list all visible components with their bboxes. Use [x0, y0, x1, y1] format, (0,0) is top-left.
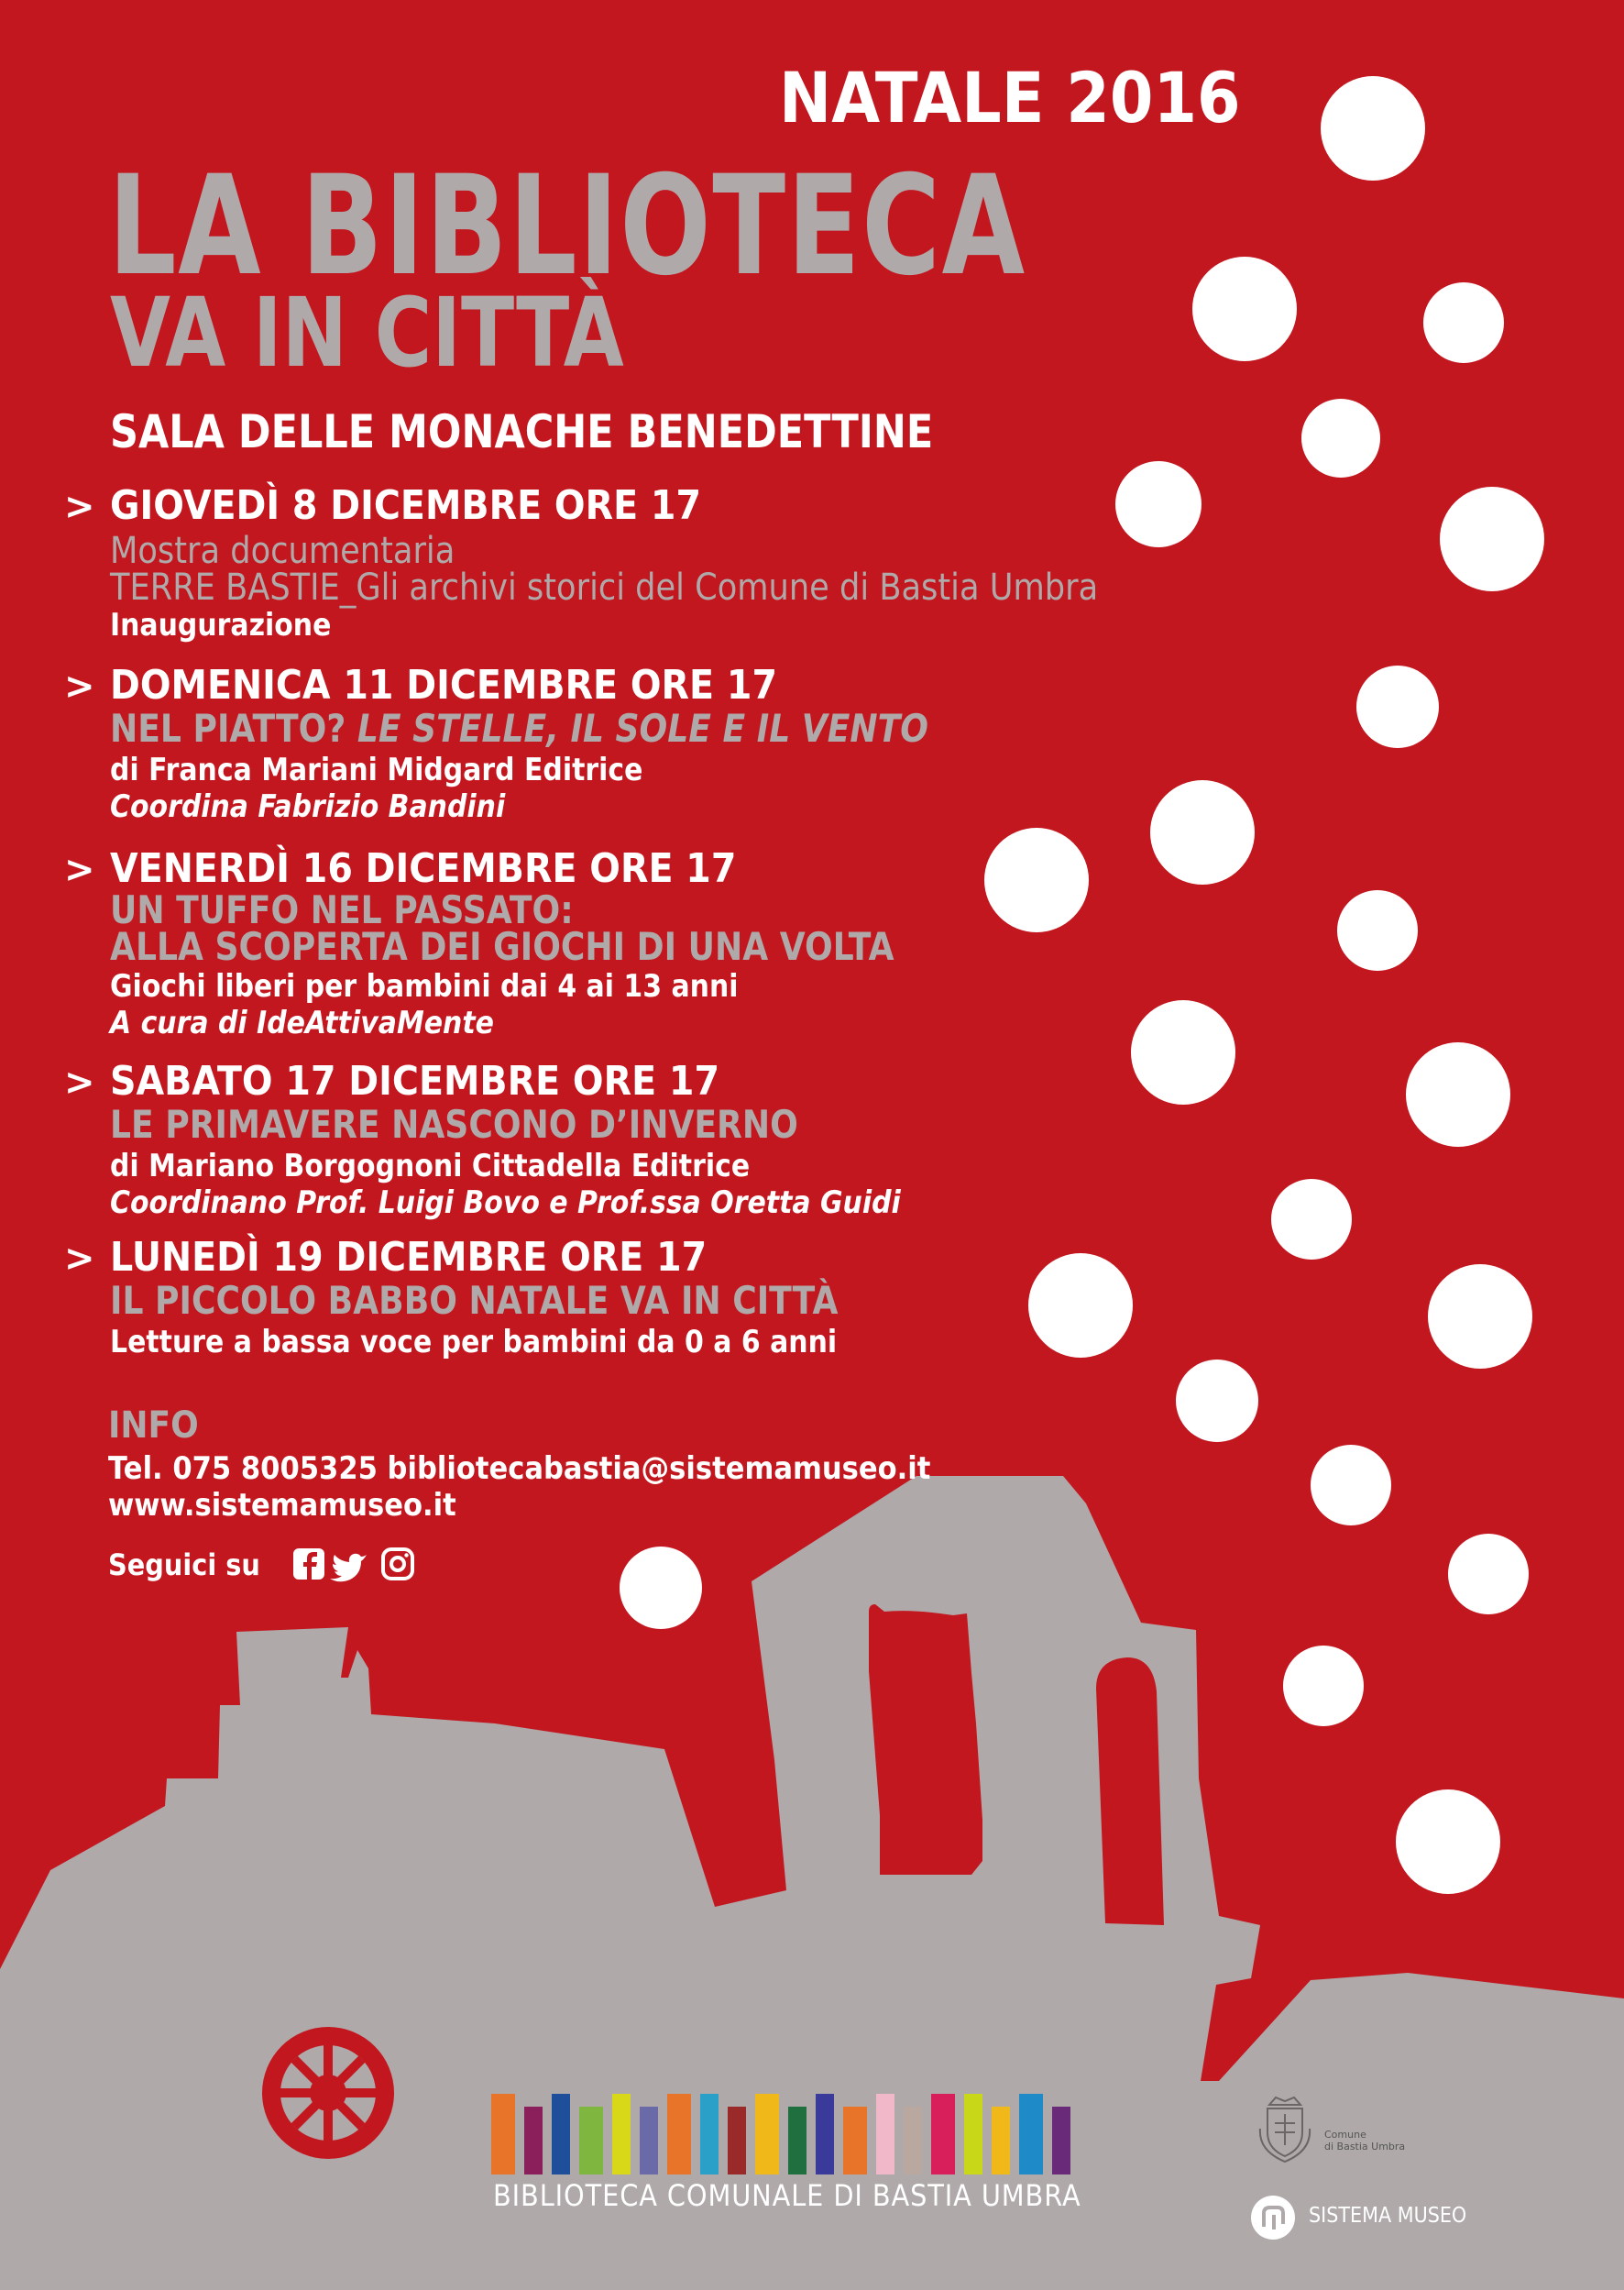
bell-window-small: [1096, 1657, 1164, 1925]
event-curator: Coordinano Prof. Luigi Bovo e Prof.ssa Oretta Guidi: [110, 1184, 901, 1221]
comune-crest-icon: [1251, 2092, 1319, 2165]
library-bar: [612, 2094, 631, 2174]
info-heading: INFO: [108, 1404, 199, 1447]
library-bar: [524, 2107, 543, 2174]
library-name: BIBLIOTECA COMUNALE DI BASTIA UMBRA: [493, 2178, 1081, 2213]
library-bar: [964, 2094, 982, 2174]
event-date: SABATO 17 DICEMBRE ORE 17: [110, 1058, 720, 1105]
library-bar: [876, 2094, 894, 2174]
event-detail: di Mariano Borgognoni Cittadella Editrice: [110, 1148, 751, 1184]
event-title: LE PRIMAVERE NASCONO D’INVERNO: [110, 1102, 798, 1147]
twitter-icon[interactable]: [330, 1554, 367, 1581]
library-bar: [788, 2107, 807, 2174]
library-bar: [843, 2107, 867, 2174]
event-title: Mostra documentaria: [110, 530, 455, 572]
library-bar: [992, 2107, 1010, 2174]
event-detail: Giochi liberi per bambini dai 4 ai 13 anni: [110, 968, 739, 1005]
year-label: NATALE 2016: [779, 57, 1241, 138]
title-line-1: LA BIBLIOTECA: [108, 147, 1026, 306]
library-bar: [1052, 2107, 1070, 2174]
arrow-icon: >: [64, 486, 95, 528]
event-title: IL PICCOLO BABBO NATALE VA IN CITTÀ: [110, 1278, 839, 1323]
facebook-icon[interactable]: [293, 1548, 324, 1580]
event-detail: di Franca Mariani Midgard Editrice: [110, 752, 643, 788]
social-icons: [291, 1546, 420, 1582]
library-bar: [755, 2094, 779, 2174]
library-logo-bars: [488, 2090, 1102, 2174]
library-bar: [728, 2107, 746, 2174]
comune-label-line: Comune: [1324, 2129, 1366, 2141]
sistema-museo-logo-icon: [1250, 2195, 1296, 2240]
instagram-icon[interactable]: [383, 1549, 412, 1579]
event-title: [110, 706, 928, 751]
library-bar: [816, 2094, 834, 2174]
rose-window: [262, 2027, 394, 2159]
website-link[interactable]: www.sistemamuseo.it: [108, 1487, 456, 1524]
event-date: LUNEDÌ 19 DICEMBRE ORE 17: [110, 1234, 708, 1281]
arrow-icon: >: [64, 666, 95, 708]
event-title-part: NEL PIATTO?: [110, 706, 346, 751]
library-bar: [931, 2094, 955, 2174]
event-title: TERRE BASTIE_Gli archivi storici del Comune di Bastia Umbra: [110, 567, 1099, 609]
event-date: VENERDÌ 16 DICEMBRE ORE 17: [110, 845, 737, 892]
library-bar: [904, 2107, 922, 2174]
event-detail: Letture a bassa voce per bambini da 0 a 6 anni: [110, 1324, 838, 1360]
library-bar: [640, 2107, 658, 2174]
event-title-italic: LE STELLE, IL SOLE E IL VENTO: [357, 706, 929, 751]
arrow-icon: >: [64, 849, 95, 891]
follow-label: Seguici su: [108, 1547, 260, 1582]
venue-label: SALA DELLE MONACHE BENEDETTINE: [110, 405, 934, 458]
event-title: ALLA SCOPERTA DEI GIOCHI DI UNA VOLTA: [110, 924, 894, 969]
library-bar: [667, 2094, 691, 2174]
library-bar: [579, 2107, 603, 2174]
event-title: UN TUFFO NEL PASSATO:: [110, 887, 574, 932]
event-curator: Coordina Fabrizio Bandini: [110, 788, 506, 825]
library-bar: [1019, 2094, 1043, 2174]
event-date: GIOVEDÌ 8 DICEMBRE ORE 17: [110, 482, 702, 529]
comune-label: [1324, 2129, 1405, 2152]
contact-line[interactable]: Tel. 075 8005325 bibliotecabastia@sistemamuseo.it: [108, 1450, 931, 1487]
event-date: DOMENICA 11 DICEMBRE ORE 17: [110, 662, 778, 709]
comune-label-line: di Bastia Umbra: [1324, 2141, 1406, 2152]
bell-window-large: [869, 1604, 982, 1875]
library-bar: [491, 2094, 515, 2174]
event-detail: Inaugurazione: [110, 607, 332, 644]
sistema-museo-label: SISTEMA MUSEO: [1309, 2204, 1467, 2228]
event-curator: A cura di IdeAttivaMente: [110, 1005, 494, 1041]
title-line-2: VA IN CITTÀ: [110, 277, 624, 389]
arrow-icon: >: [64, 1238, 95, 1280]
library-bar: [552, 2094, 570, 2174]
library-bar: [700, 2094, 719, 2174]
arrow-icon: >: [64, 1062, 95, 1104]
